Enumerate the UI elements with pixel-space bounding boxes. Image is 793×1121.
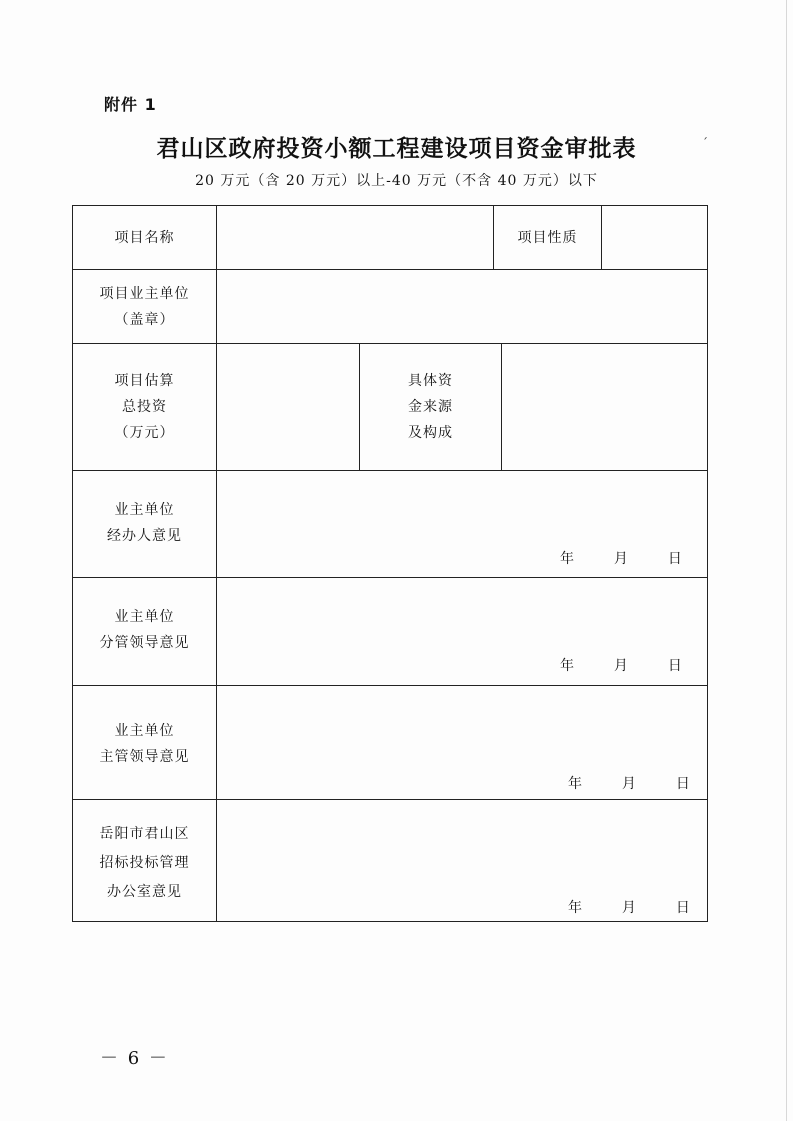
date-year: 年: [568, 900, 583, 916]
chief-opinion-label: 业主单位 主管领导意见: [99, 723, 190, 765]
row-estimate-funding: [72, 343, 708, 470]
deputy-opinion-field[interactable]: [216, 578, 707, 685]
form-title: 君山区政府投资小额工程建设项目资金审批表: [156, 135, 637, 162]
page-edge-line: [786, 0, 787, 1121]
date-month: 月: [621, 776, 637, 792]
project-name-label: 项目名称: [114, 229, 175, 246]
funding-label: 具体资 金来源 及构成: [359, 344, 501, 470]
tender-office-opinion-field[interactable]: [216, 800, 707, 921]
row-chief-opinion: [72, 685, 708, 799]
attachment-label: 附件 1: [104, 95, 157, 114]
form-subtitle: 20 万元（含 20 万元）以上-40 万元（不含 40 万元）以下: [195, 173, 598, 189]
date-year: 年: [568, 776, 583, 792]
owner-unit-label: 项目业主单位 （盖章）: [99, 285, 190, 328]
row-project-name: [72, 205, 708, 269]
funding-field[interactable]: [501, 344, 707, 470]
estimate-field[interactable]: [216, 344, 359, 470]
date-day: 日: [675, 776, 691, 792]
deputy-opinion-label: 业主单位 分管领导意见: [99, 609, 190, 651]
estimate-label: 项目估算 总投资 （万元）: [114, 373, 175, 441]
tender-office-opinion-label: 岳阳市君山区 招标投标管理 办公室意见: [99, 826, 190, 900]
row-handler-opinion: [72, 470, 708, 577]
date-day: 日: [667, 551, 683, 567]
date-day: 日: [675, 900, 691, 916]
date-day: 日: [667, 658, 683, 674]
chief-opinion-date: [568, 773, 691, 793]
row-owner-unit: [72, 269, 708, 343]
row-deputy-opinion: [72, 577, 708, 685]
handler-opinion-date: [560, 548, 683, 568]
handler-opinion-field[interactable]: [216, 471, 707, 577]
deputy-opinion-date: [560, 655, 683, 675]
handler-opinion-label: 业主单位 经办人意见: [107, 502, 182, 544]
date-year: 年: [560, 551, 575, 567]
owner-unit-field[interactable]: [216, 270, 707, 343]
approval-form-table: [72, 205, 708, 922]
project-name-field[interactable]: [216, 206, 493, 269]
page-number: － 6 －: [100, 1048, 169, 1069]
date-month: 月: [621, 900, 637, 916]
date-month: 月: [613, 658, 629, 674]
project-nature-label: 项目性质: [493, 206, 601, 269]
project-nature-field[interactable]: [601, 206, 707, 269]
date-year: 年: [560, 658, 575, 674]
chief-opinion-field[interactable]: [216, 686, 707, 799]
tender-office-opinion-date: [568, 897, 691, 917]
row-tender-office-opinion: [72, 799, 708, 922]
date-month: 月: [613, 551, 629, 567]
stray-mark: ˊ: [702, 136, 708, 150]
